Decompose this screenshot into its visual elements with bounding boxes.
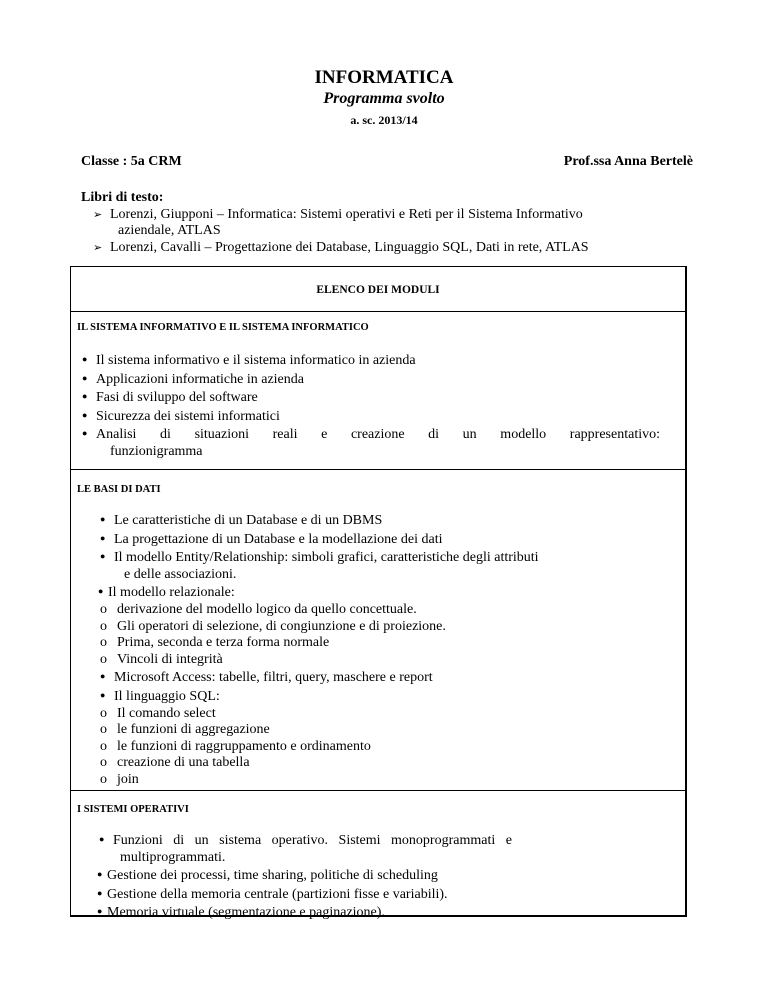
list-item: ● Applicazioni informatiche in azienda [82,371,304,387]
list-item: ● Le caratteristiche di un Database e di un DBMS [100,513,383,528]
school-year: a. sc. 2013/14 [350,113,418,127]
bullet-icon: ● [98,586,104,597]
list-item: ● Funzioni di un sistema operativo. Sistemi monoprogrammati e [99,833,512,848]
circle-bullet-icon: o [100,771,107,787]
textbook-item: ➢ Lorenzi, Cavalli – Progettazione dei Database, Linguaggio SQL, Dati in rete, ATLAS [93,240,589,255]
module-list [99,831,663,922]
list-item: o le funzioni di raggruppamento e ordinamento [100,738,371,754]
list-item: o Prima, seconda e terza forma normale [100,635,330,651]
circle-bullet-icon: o [100,738,107,754]
bullet-icon: ● [100,532,106,543]
list-item: o join [100,771,139,787]
bullet-icon: ● [97,869,103,880]
bullet-icon: ● [82,354,88,364]
list-item: ● Analisi di situazioni reali e creazione di un modello rappresentativo: [82,427,660,443]
bullet-icon: ● [82,391,88,402]
divider [71,469,685,470]
class-label: Classe : 5a CRM [81,154,182,169]
list-item: ● Il linguaggio SQL: [100,688,220,704]
list-item-continuation: multiprogrammati. [120,849,226,865]
textbooks-label: Libri di testo: [81,190,164,205]
list-item: ● Il sistema informativo e il sistema informatico in azienda [82,353,416,368]
modules-table-header: ELENCO DEI MODULI [316,284,440,296]
document-subtitle: Programma svolto [323,90,445,107]
list-item: ● La progettazione di un Database e la modellazione dei dati [100,531,443,547]
circle-bullet-icon: o [100,601,107,617]
list-item: ● Il modello Entity/Relationship: simboli grafici, caratteristiche degli attributi [100,550,539,566]
circle-bullet-icon: o [100,618,107,634]
module-list [82,351,660,461]
circle-bullet-icon: o [100,635,107,651]
list-item-continuation: funzionigramma [110,443,203,459]
bullet-icon: ● [82,428,88,439]
bullet-icon: ● [99,834,105,844]
section-title: LE BASI DI DATI [77,484,161,495]
arrow-bullet-icon: ➢ [93,242,103,254]
list-item: ● Gestione dei processi, time sharing, politiche di scheduling [97,868,438,884]
bullet-icon: ● [82,409,88,420]
teacher-name: Prof.ssa Anna Bertelè [563,154,693,169]
bullet-icon: ● [97,887,103,898]
divider [71,311,685,312]
list-item: ● Memoria virtuale (segmentazione e paginazione). [97,905,385,921]
list-item: o creazione di una tabella [100,755,250,771]
bullet-icon: ● [100,689,106,700]
section-title: IL SISTEMA INFORMATIVO E IL SISTEMA INFORMATICO [77,322,369,333]
list-item: ● Microsoft Access: tabelle, filtri, query, maschere e report [100,670,433,686]
circle-bullet-icon: o [100,651,107,667]
list-item-continuation: e delle associazioni. [124,566,237,582]
bullet-icon: ● [82,372,88,383]
list-item: o Vincoli di integrità [100,651,223,667]
bullet-icon: ● [97,906,103,917]
bullet-icon: ● [100,671,106,682]
circle-bullet-icon: o [100,722,107,738]
textbook-item: ➢ Lorenzi, Giupponi – Informatica: Sistemi operativi e Reti per il Sistema Informativo aziendale, ATLAS [93,207,583,238]
bullet-icon: ● [100,514,106,524]
list-item: ● Sicurezza dei sistemi informatici [82,408,280,424]
list-item: o le funzioni di aggregazione [100,722,270,738]
list-item: ● Gestione della memoria centrale (partizioni fisse e variabili). [97,886,448,902]
list-item: ● Fasi di sviluppo del software [82,390,258,406]
list-item: o Il comando select [100,705,216,721]
module-list [100,511,660,789]
list-item: o derivazione del modello logico da quello concettuale. [100,601,417,617]
section-title: I SISTEMI OPERATIVI [77,804,189,815]
circle-bullet-icon: o [100,705,107,721]
circle-bullet-icon: o [100,755,107,771]
list-item: ● Il modello relazionale: [98,585,235,601]
bullet-icon: ● [100,551,106,562]
modules-table [70,266,687,921]
list-item: o Gli operatori di selezione, di congiunzione e di proiezione. [100,618,446,634]
divider [71,790,685,791]
document-title: INFORMATICA [314,67,454,88]
arrow-bullet-icon: ➢ [93,209,103,221]
